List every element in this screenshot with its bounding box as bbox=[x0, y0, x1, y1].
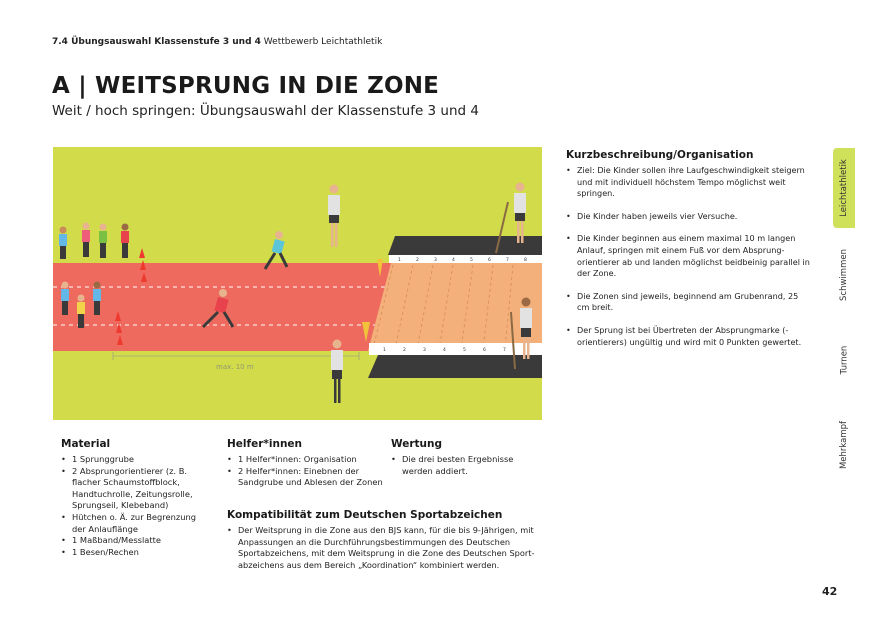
wertung-heading: Wertung bbox=[391, 438, 442, 450]
tab-mehrkampf[interactable] bbox=[833, 410, 855, 480]
kompatibilitaet-heading: Kompatibilität zum Deutschen Sportabzeichen bbox=[227, 509, 503, 521]
breadcrumb-chapter: Wettbewerb Leichtathletik bbox=[263, 37, 383, 47]
list-item: • 1 Sprunggrube bbox=[61, 454, 211, 466]
ruler-lower-6: 6 bbox=[483, 348, 486, 353]
page-title: A | WEITSPRUNG IN DIE ZONE bbox=[52, 73, 440, 99]
kurzbeschreibung-list bbox=[566, 165, 811, 348]
lower-mat bbox=[368, 355, 542, 378]
list-item: • Ziel: Die Kinder sollen ihre Laufgeschwindigkeit steigern und mit individuell höchstem Tempo möglichst weit springen. bbox=[566, 165, 811, 200]
ruler-upper-6: 6 bbox=[488, 258, 491, 263]
distance-label: max. 10 m bbox=[216, 363, 254, 371]
long-jump-illustration bbox=[53, 147, 542, 420]
ruler-lower-4: 4 bbox=[443, 348, 446, 353]
list-item: • 2 Helfer*innen: Einebnen der Sandgrube und Ablesen der Zonen bbox=[227, 466, 387, 489]
breadcrumb bbox=[52, 37, 382, 47]
ruler-lower-1: 1 bbox=[383, 348, 386, 353]
ruler-upper-1: 1 bbox=[398, 258, 401, 263]
list-item: • Die drei besten Ergebnisse werden addiert. bbox=[391, 454, 521, 477]
kompatibilitaet-section bbox=[227, 509, 547, 571]
helfer-section bbox=[227, 438, 387, 489]
ruler-lower-2: 2 bbox=[403, 348, 406, 353]
tab-label: Mehrkampf bbox=[839, 420, 850, 470]
tab-label: Leichtathletik bbox=[839, 159, 849, 217]
ruler-lower-3: 3 bbox=[423, 348, 426, 353]
ruler-lower-7: 7 bbox=[503, 348, 506, 353]
helfer-heading: Helfer*innen bbox=[227, 438, 303, 450]
kurzbeschreibung-section bbox=[566, 149, 811, 359]
ruler-upper-5: 5 bbox=[470, 258, 473, 263]
material-heading: Material bbox=[61, 438, 111, 450]
ruler-upper-2: 2 bbox=[416, 258, 419, 263]
upper-ruler bbox=[389, 255, 542, 263]
breadcrumb-section: 7.4 Übungsauswahl Klassenstufe 3 und 4 bbox=[52, 37, 261, 47]
page-subtitle: Weit / hoch springen: Übungsauswahl der Klassenstufe 3 und 4 bbox=[52, 103, 479, 119]
material-section bbox=[61, 438, 211, 558]
list-item: • 2 Absprungorientierer (z. B. flacher Schaumstoffblock, Handtuchrolle, Zeitungsrolle, Sprungseil, Klebeband) bbox=[61, 466, 211, 512]
list-item: • Die Kinder beginnen aus einem maximal 10 m langen Anlauf, springen mit einem Fuß vor dem Absprung-orientierer ab und landen möglichst beidbeinig parallel in der Zone. bbox=[566, 233, 811, 279]
ruler-upper-8: 8 bbox=[524, 258, 527, 263]
helfer-list bbox=[227, 454, 387, 489]
list-item: • 1 Maßband/Messlatte bbox=[61, 535, 211, 547]
list-item: • Die Zonen sind jeweils, beginnend am Grubenrand, 25 cm breit. bbox=[566, 291, 811, 314]
tab-label: Schwimmen bbox=[839, 249, 850, 301]
list-item: • 1 Helfer*innen: Organisation bbox=[227, 454, 387, 466]
tab-turnen[interactable] bbox=[833, 330, 855, 390]
ruler-upper-7: 7 bbox=[506, 258, 509, 263]
tab-label: Turnen bbox=[839, 345, 850, 375]
lower-ruler bbox=[369, 343, 542, 355]
ruler-upper-3: 3 bbox=[434, 258, 437, 263]
list-item: • Der Sprung ist bei Übertreten der Absprungmarke (-orientierers) ungültig und wird mit 0 Punkten gewertet. bbox=[566, 325, 811, 348]
list-item: • 1 Besen/Rechen bbox=[61, 547, 211, 559]
ruler-upper-4: 4 bbox=[452, 258, 455, 263]
list-item: • Hütchen o. Ä. zur Begrenzung der Anlauflänge bbox=[61, 512, 211, 535]
list-item: • Der Weitsprung in die Zone aus den BJS kann, für die bis 9-Jährigen, mit Anpassungen an die Durchführungsbestimmungen des Deutschen Sportabzeichens, mit dem Weitsprung in die Zone des Deutschen Sport-abzeichens aus dem Bereich „Koordination“ kombiniert werden. bbox=[227, 525, 547, 571]
kurzbeschreibung-heading: Kurzbeschreibung/Organisation bbox=[566, 149, 754, 161]
tab-leichtathletik[interactable] bbox=[833, 148, 855, 228]
list-item: • Die Kinder haben jeweils vier Versuche. bbox=[566, 211, 811, 223]
ruler-lower-5: 5 bbox=[463, 348, 466, 353]
wertung-list bbox=[391, 454, 521, 477]
wertung-section bbox=[391, 438, 521, 477]
tab-schwimmen[interactable] bbox=[833, 240, 855, 310]
material-list bbox=[61, 454, 211, 558]
page-number: 42 bbox=[822, 585, 838, 598]
sand-pit bbox=[368, 263, 542, 351]
kompatibilitaet-list bbox=[227, 525, 547, 571]
running-track bbox=[53, 263, 401, 351]
